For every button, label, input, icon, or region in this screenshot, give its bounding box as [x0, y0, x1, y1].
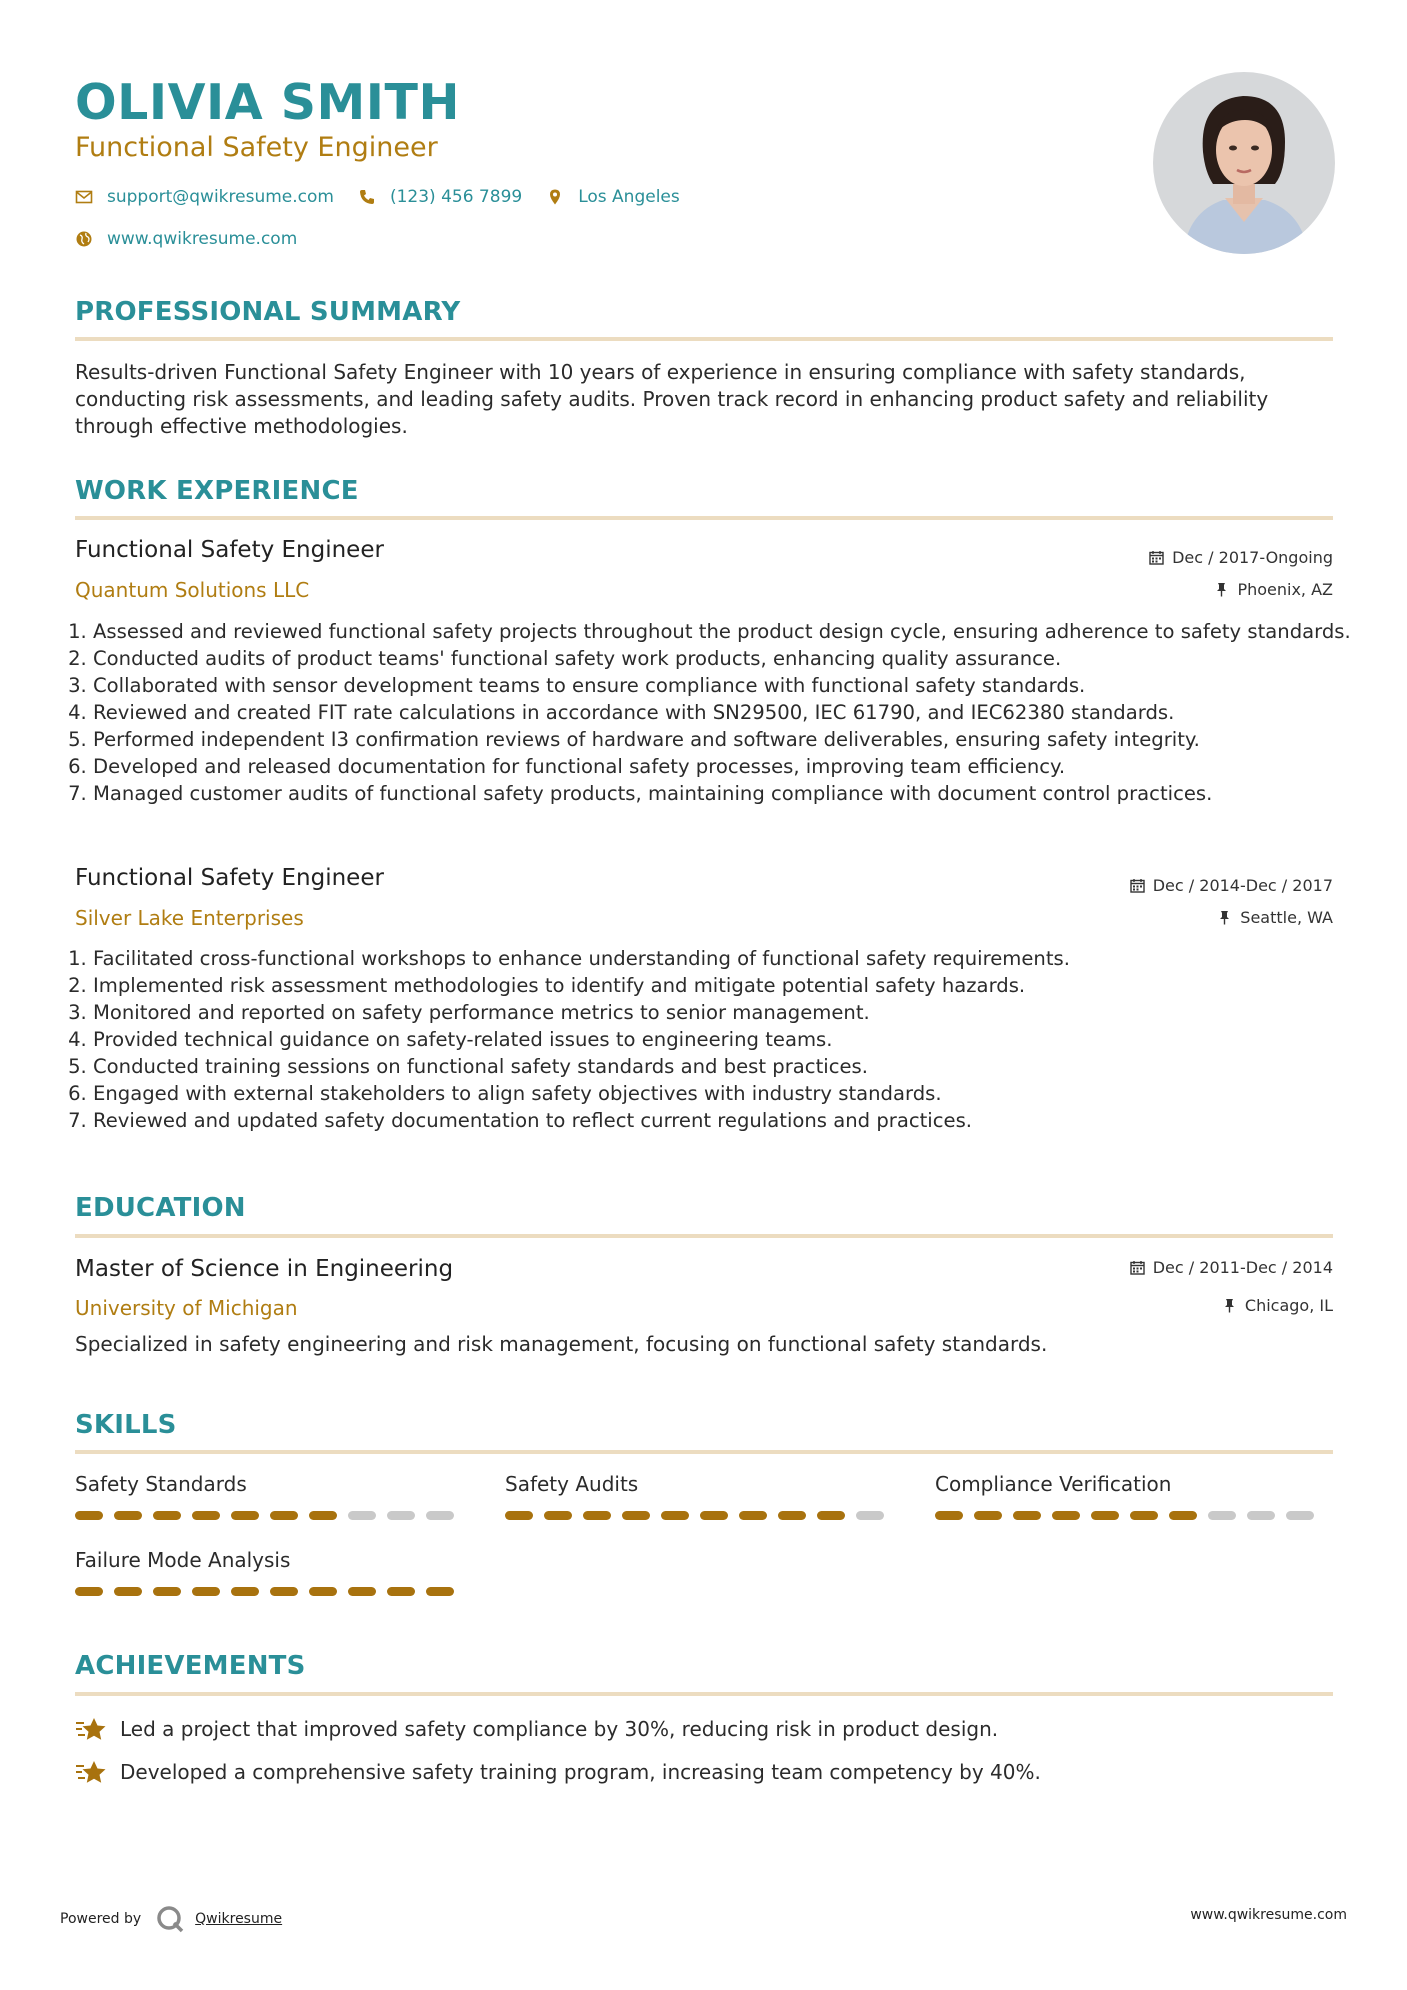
skill-dash-filled — [1130, 1511, 1158, 1520]
degree-title: Master of Science in Engineering — [75, 1256, 454, 1282]
job-location — [1214, 580, 1333, 599]
phone-text: (123) 456 7899 — [389, 187, 523, 207]
skill-dash-empty — [1247, 1511, 1275, 1520]
skill-dash-filled — [817, 1511, 845, 1520]
pushpin-icon — [1217, 910, 1232, 925]
calendar-icon — [1130, 1260, 1145, 1275]
achievements-heading: ACHIEVEMENTS — [75, 1651, 306, 1681]
skill-dash-filled — [348, 1587, 376, 1596]
skill-dash-filled — [231, 1587, 259, 1596]
job-dates — [1149, 548, 1333, 567]
list-item: 4. Reviewed and created FIT rate calculations in accordance with SN29500, IEC 61790, and IEC62380 standards. — [93, 699, 1351, 726]
skill-item — [75, 1548, 455, 1572]
qwikresume-logo-icon — [155, 1904, 185, 1934]
skill-dash-filled — [309, 1511, 337, 1520]
phone-contact[interactable] — [358, 187, 522, 207]
job-bullets — [75, 945, 1351, 1134]
summary-heading: PROFESSIONAL SUMMARY — [75, 297, 461, 327]
skill-rating — [75, 1511, 465, 1520]
skill-name: Compliance Verification — [935, 1472, 1172, 1496]
email-text: support@qwikresume.com — [107, 187, 334, 207]
skill-dash-empty — [348, 1511, 376, 1520]
skill-dash-filled — [153, 1587, 181, 1596]
achievements-divider — [75, 1692, 1333, 1696]
skill-dash-filled — [231, 1511, 259, 1520]
list-item: 3. Monitored and reported on safety performance metrics to senior management. — [93, 999, 1351, 1026]
job-dates-text: Dec / 2017-Ongoing — [1172, 548, 1333, 567]
map-pin-icon — [546, 188, 564, 206]
contact-row-2 — [75, 229, 321, 249]
skill-name: Safety Audits — [505, 1472, 639, 1496]
job-dates — [1130, 876, 1333, 895]
phone-icon — [358, 188, 376, 206]
skill-dash-filled — [1052, 1511, 1080, 1520]
experience-divider — [75, 516, 1333, 520]
job-dates-text: Dec / 2014-Dec / 2017 — [1152, 876, 1333, 895]
footer-website[interactable]: www.qwikresume.com — [1190, 1907, 1347, 1923]
list-item: 3. Collaborated with sensor development teams to ensure compliance with functional safety standards. — [93, 672, 1351, 699]
star-icon — [75, 1714, 107, 1744]
job-company: Silver Lake Enterprises — [75, 906, 304, 930]
skill-dash-filled — [700, 1511, 728, 1520]
achievement-item — [75, 1714, 998, 1744]
skill-dash-filled — [153, 1511, 181, 1520]
website-text: www.qwikresume.com — [107, 229, 298, 249]
skill-dash-filled — [75, 1587, 103, 1596]
skill-dash-filled — [544, 1511, 572, 1520]
calendar-icon — [1149, 550, 1164, 565]
star-icon — [75, 1757, 107, 1787]
footer-powered-by — [60, 1904, 282, 1934]
list-item: 7. Managed customer audits of functional safety products, maintaining compliance with document control practices. — [93, 780, 1351, 807]
school-name: University of Michigan — [75, 1296, 298, 1320]
qwikresume-link[interactable]: Qwikresume — [195, 1911, 283, 1927]
skill-dash-filled — [739, 1511, 767, 1520]
summary-text: Results-driven Functional Safety Engineer with 10 years of experience in ensuring compliance with safety standards, conducting risk assessments, and leading safety audits. Proven track record in enhancing product safety and reliability through effective methodologies. — [75, 360, 1269, 438]
skill-dash-empty — [387, 1511, 415, 1520]
education-dates-text: Dec / 2011-Dec / 2014 — [1152, 1258, 1333, 1277]
profile-photo — [1153, 72, 1335, 254]
list-item: 6. Developed and released documentation for functional safety processes, improving team efficiency. — [93, 753, 1351, 780]
skill-dash-filled — [387, 1587, 415, 1596]
skill-dash-filled — [114, 1511, 142, 1520]
skill-dash-filled — [935, 1511, 963, 1520]
skill-item — [75, 1472, 455, 1496]
job-location-text: Phoenix, AZ — [1237, 580, 1333, 599]
globe-icon — [75, 230, 93, 248]
skill-dash-empty — [1208, 1511, 1236, 1520]
skill-dash-filled — [505, 1511, 533, 1520]
skill-dash-filled — [426, 1587, 454, 1596]
education-divider — [75, 1234, 1333, 1238]
skill-rating — [505, 1511, 895, 1520]
skill-dash-filled — [192, 1511, 220, 1520]
achievement-text: Led a project that improved safety compliance by 30%, reducing risk in product design. — [120, 1717, 999, 1741]
contact-row-1 — [75, 187, 704, 207]
skill-dash-filled — [661, 1511, 689, 1520]
skill-dash-empty — [856, 1511, 884, 1520]
skill-dash-filled — [622, 1511, 650, 1520]
skill-dash-filled — [1091, 1511, 1119, 1520]
list-item: 7. Reviewed and updated safety documentation to reflect current regulations and practices. — [93, 1107, 1351, 1134]
pushpin-icon — [1214, 582, 1229, 597]
list-item: 1. Facilitated cross-functional workshops to enhance understanding of functional safety requirements. — [93, 945, 1351, 972]
skills-heading: SKILLS — [75, 1410, 177, 1440]
experience-heading: WORK EXPERIENCE — [75, 476, 359, 506]
skills-divider — [75, 1450, 1333, 1454]
skill-name: Safety Standards — [75, 1472, 247, 1496]
skill-dash-filled — [270, 1511, 298, 1520]
skill-rating — [75, 1587, 465, 1596]
skill-item — [935, 1472, 1315, 1496]
candidate-title: Functional Safety Engineer — [75, 132, 438, 163]
list-item: 5. Performed independent I3 confirmation reviews of hardware and software deliverables, ensuring safety integrity. — [93, 726, 1351, 753]
skill-dash-filled — [1169, 1511, 1197, 1520]
job-bullets — [75, 618, 1351, 807]
achievement-item — [75, 1757, 1041, 1787]
skill-dash-filled — [309, 1587, 337, 1596]
list-item: 1. Assessed and reviewed functional safety projects throughout the product design cycle, ensuring adherence to safety standards. — [93, 618, 1351, 645]
skill-item — [505, 1472, 885, 1496]
pushpin-icon — [1222, 1298, 1237, 1313]
education-heading: EDUCATION — [75, 1193, 246, 1223]
location-contact — [546, 187, 680, 207]
website-contact[interactable] — [75, 229, 297, 249]
skill-dash-filled — [583, 1511, 611, 1520]
skill-dash-empty — [426, 1511, 454, 1520]
skill-dash-filled — [778, 1511, 806, 1520]
skill-dash-filled — [974, 1511, 1002, 1520]
education-description: Specialized in safety engineering and risk management, focusing on functional safety standards. — [75, 1332, 1048, 1356]
summary-divider — [75, 337, 1333, 341]
skill-rating — [935, 1511, 1325, 1520]
list-item: 2. Implemented risk assessment methodologies to identify and mitigate potential safety hazards. — [93, 972, 1351, 999]
job-location-text: Seattle, WA — [1240, 908, 1333, 927]
list-item: 2. Conducted audits of product teams' functional safety work products, enhancing quality assurance. — [93, 645, 1351, 672]
job-title: Functional Safety Engineer — [75, 537, 384, 563]
skill-dash-filled — [270, 1587, 298, 1596]
calendar-icon — [1130, 878, 1145, 893]
achievement-text: Developed a comprehensive safety training program, increasing team competency by 40%. — [120, 1760, 1041, 1784]
job-location — [1217, 908, 1333, 927]
powered-by-label: Powered by — [60, 1911, 142, 1927]
job-title: Functional Safety Engineer — [75, 865, 384, 891]
envelope-icon — [75, 188, 93, 206]
list-item: 4. Provided technical guidance on safety-related issues to engineering teams. — [93, 1026, 1351, 1053]
education-location-text: Chicago, IL — [1244, 1296, 1333, 1315]
job-company: Quantum Solutions LLC — [75, 578, 310, 602]
skill-name: Failure Mode Analysis — [75, 1548, 291, 1572]
list-item: 5. Conducted training sessions on functional safety standards and best practices. — [93, 1053, 1351, 1080]
skill-dash-filled — [75, 1511, 103, 1520]
skill-dash-empty — [1286, 1511, 1314, 1520]
list-item: 6. Engaged with external stakeholders to align safety objectives with industry standards. — [93, 1080, 1351, 1107]
skill-dash-filled — [1013, 1511, 1041, 1520]
education-location — [1222, 1296, 1333, 1315]
email-contact[interactable] — [75, 187, 334, 207]
education-dates — [1130, 1258, 1333, 1277]
skill-dash-filled — [114, 1587, 142, 1596]
candidate-name: OLIVIA SMITH — [75, 74, 460, 131]
location-text: Los Angeles — [578, 187, 680, 207]
skill-dash-filled — [192, 1587, 220, 1596]
